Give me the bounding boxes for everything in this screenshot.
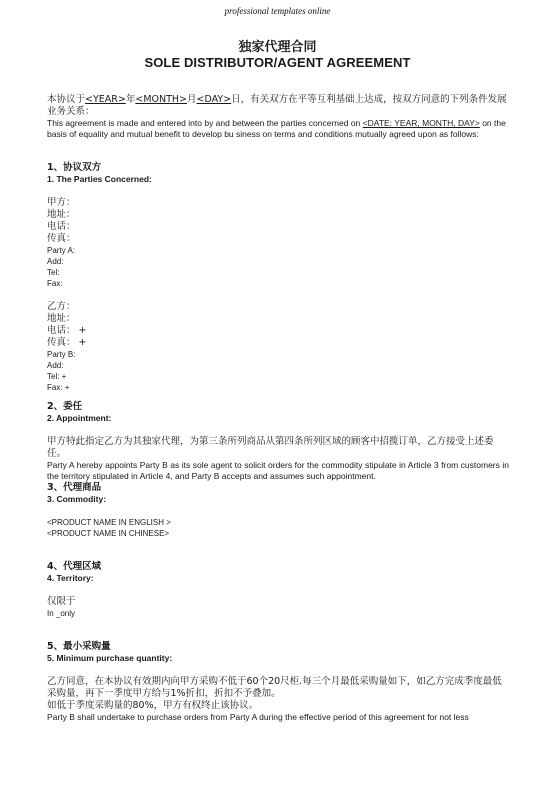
year-placeholder: <YEAR>	[85, 94, 126, 105]
product-name-english: <PRODUCT NAME IN ENGLISH >	[47, 518, 171, 527]
agreement-body	[47, 94, 509, 723]
intro-cn-text: 日，有关双方在平等互利基础上达成，按双方同意的下列条件发展业务关系：	[47, 94, 507, 117]
territory-cn: 仅限于	[47, 596, 76, 607]
section-4-heading-cn: 4、代理区域	[47, 561, 102, 572]
party-b-cn-label: 乙方：	[47, 301, 76, 312]
intro-en-text: This agreement is made and entered into by and between the parties concerned on	[47, 118, 361, 128]
section-5-heading-en: 5. Minimum purchase quantity:	[47, 653, 173, 663]
party-b-en-label: Fax: +	[47, 383, 70, 392]
section-5-heading-cn: 5、最小采购量	[47, 641, 111, 652]
party-a-cn-label: 甲方：	[47, 197, 76, 208]
party-b-en-label: Tel: +	[47, 372, 67, 381]
section-5-body-en: Party B shall undertake to purchase orders from Party A during the effective period of this agreement for not less	[47, 712, 469, 722]
title-chinese: 独家代理合同	[238, 40, 317, 55]
party-b-cn-label: 电话： +	[47, 325, 87, 336]
section-2-body-cn: 甲方特此指定乙方为其独家代理，为第三条所列商品从第四条所列区域的顾客中招揽订单，乙方接受上述委任。	[47, 436, 494, 459]
party-a-en-label: Fax:	[47, 279, 63, 288]
section-5-body-cn: 乙方同意，在本协议有效期内向甲方采购不低于60个20尺柜.每三个月最低采购量如下，如乙方完成季度最低采购量，再下一季度甲方给与1%折扣，折扣不予叠加。	[47, 676, 502, 699]
title-english: SOLE DISTRIBUTOR/AGENT AGREEMENT	[144, 55, 411, 70]
product-name-chinese: <PRODUCT NAME IN CHINESE>	[47, 529, 170, 538]
intro-english	[47, 118, 509, 140]
territory-en: In _only	[47, 609, 76, 618]
section-3-heading-cn: 3、代理商品	[47, 482, 102, 493]
date-placeholder: <DATE: YEAR, MONTH, DAY>	[362, 118, 480, 128]
party-a-cn-label: 地址：	[47, 209, 76, 220]
party-b-en-label: Add:	[47, 361, 64, 370]
watermark: professional templates online	[224, 6, 331, 16]
party-b-cn-label: 地址：	[47, 313, 76, 324]
intro-cn-text: 年	[125, 94, 136, 105]
day-placeholder: <DAY>	[196, 94, 232, 105]
intro-chinese	[47, 94, 509, 118]
month-placeholder: <MONTH>	[135, 94, 188, 105]
section-2-body-en: Party A hereby appoints Party B as its sole agent to solicit orders for the commodity stipulate in Article 3 from customers in the territory stipulated in Article 4, and Party B accepts and assumes such appointment.	[47, 460, 509, 481]
party-b-cn-label: 传真： +	[47, 337, 87, 348]
section-4-heading-en: 4. Territory:	[47, 573, 94, 583]
section-1-heading-en: 1. The Parties Concerned:	[47, 174, 152, 184]
intro-cn-text: 月	[187, 94, 197, 105]
party-a-en-label: Tel:	[47, 268, 60, 277]
party-a-cn-label: 传真：	[47, 233, 76, 244]
intro-cn-text: 本协议于	[47, 94, 86, 105]
section-2-heading-en: 2. Appointment:	[47, 413, 112, 423]
party-a-en-label: Add:	[47, 257, 64, 266]
intro-en-text: on the basis of equality and mutual benefit to develop bu siness on terms and conditions mutually agreed upon as follows:	[47, 118, 506, 139]
section-5-body-cn-2: 如低于季度采购量的80%，甲方有权终止该协议。	[47, 700, 259, 711]
party-a-cn-label: 电话：	[47, 221, 76, 232]
section-1-heading-cn: 1、协议双方	[47, 162, 102, 173]
party-a-en-label: Party A:	[47, 246, 76, 255]
section-2-heading-cn: 2、委任	[47, 401, 83, 412]
section-3-heading-en: 3. Commodity:	[47, 494, 107, 504]
party-b-en-label: Party B:	[47, 350, 76, 359]
